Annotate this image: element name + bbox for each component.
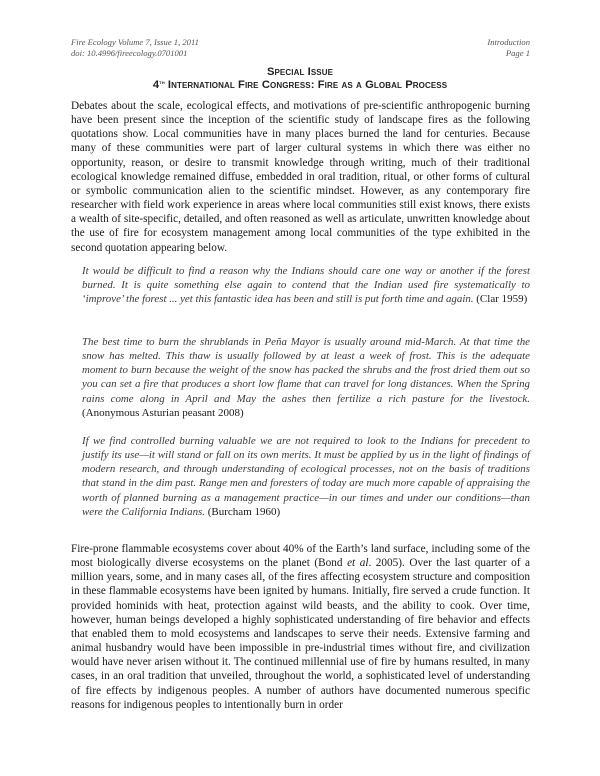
- running-head-right: [487, 37, 530, 58]
- paragraph-text-start: Fire-prone flammable ecosystems cover about 40% of the Earth’s land surface, including some of the most biologically diverse ecosystems on the planet (Bond: [71, 543, 530, 570]
- quote-text: If we find controlled burning valuable we are not required to look to the Indians for precedent to justify its use—it will stand or fall on its own merits. It must be applied by us in the light of findings of modern research, and through understanding of ecological processes, not on the basis of traditions that stand in the dim past. Range men and foresters of today are much more capable of appraising the worth of planned burning as a management practice—in our times and under our conditions—than were the California Indians.: [82, 435, 530, 518]
- title-ordinal-number: 4: [152, 79, 160, 91]
- et-al: et al: [347, 557, 369, 570]
- doi: doi: 10.4996/fireecology.0701001: [71, 47, 188, 58]
- running-head-left: [71, 37, 199, 58]
- paragraph-text-rest: . 2005). Over the last quarter of a million years, some, and in many cases all, of the fires affecting ecosystem structure and composition in these flammable ecosystems have been ignited by humans. Initially, fire served a crude function. It provided hominids with heat, protection against wild beasts, and the ability to cook. Over time, however, human beings developed a highly sophisticated understanding of fire behavior and effects that enabled them to mold ecosystems and landscapes to serve their needs. Extensive farming and animal husbandry would have been impossible in pre-industrial times without fire, and civilization would have never arisen without it. The continued millennial use of fire by humans resulted, in many cases, in an oral tradition that unveiled, throughout the world, a sophisticated level of understanding of fire effects by indigenous peoples. A number of authors have documented numerous specific reasons for indigenous peoples to intentionally burn in order: [71, 557, 530, 711]
- quote-clar: [82, 264, 530, 306]
- title-line-2: [0, 79, 600, 92]
- body-paragraph-fire-ecosystems: [71, 542, 530, 712]
- journal-citation: Fire Ecology Volume 7, Issue 1, 2011: [71, 37, 199, 47]
- title-line-1: Special Issue: [266, 66, 334, 78]
- quote-citation: (Anonymous Asturian peasant 2008): [82, 406, 244, 419]
- title-congress-name: International Fire Congress: Fire as a Global Process: [167, 79, 448, 91]
- quote-text: It would be difficult to find a reason why the Indians should care one way or another if the forest burned. It is quite something else again to contend that the Indian used fire systematically to ‘improve’ the forest ... yet this fantastic idea has been and still is put forth time and again.: [82, 265, 530, 306]
- quote-text: The best time to burn the shrublands in Peña Mayor is usually around mid-March. At that time the snow has melted. This thaw is usually followed by at least a week of frost. This is the adequate moment to burn because the weight of the snow has packed the shrubs and the frost dried them out so you can set a fire that produces a short low flame that can travel for long distances. When the Spring rains come along in April and May the ashes then fertilize a rich pasture for the livestock.: [82, 336, 530, 405]
- quote-asturian-peasant: [82, 335, 530, 420]
- title-ordinal-suffix: th: [159, 80, 165, 86]
- section-name: Introduction: [487, 37, 530, 47]
- quote-burcham: [82, 434, 530, 519]
- article-title: [0, 66, 600, 92]
- quote-citation: (Clar 1959): [476, 293, 528, 306]
- page-number: Page 1: [505, 47, 530, 58]
- intro-paragraph: Debates about the scale, ecological effects, and motivations of pre-scientific anthropogenic burning have been present since the inception of the scientific study of landscape fires as the following quotations show. Local communities have in many places burned the land for centuries. Because many of these communities were part of larger cultural systems in which there was either no opportunity, reason, or desire to transmit knowledge through writing, much of their traditional ecological knowledge remained diffuse, embedded in oral tradition, ritual, or other forms of cultural or symbolic communication alien to the scientific mindset. However, as any contemporary fire researcher with field work experience in areas where local communities still exist knows, there exists a wealth of site-specific, detailed, and often reasoned as well as articulate, unwritten knowledge about the use of fire for ecosystem management among local communities of the type exhibited in the second quotation appearing below.: [71, 100, 530, 254]
- quote-citation: (Burcham 1960): [207, 505, 281, 518]
